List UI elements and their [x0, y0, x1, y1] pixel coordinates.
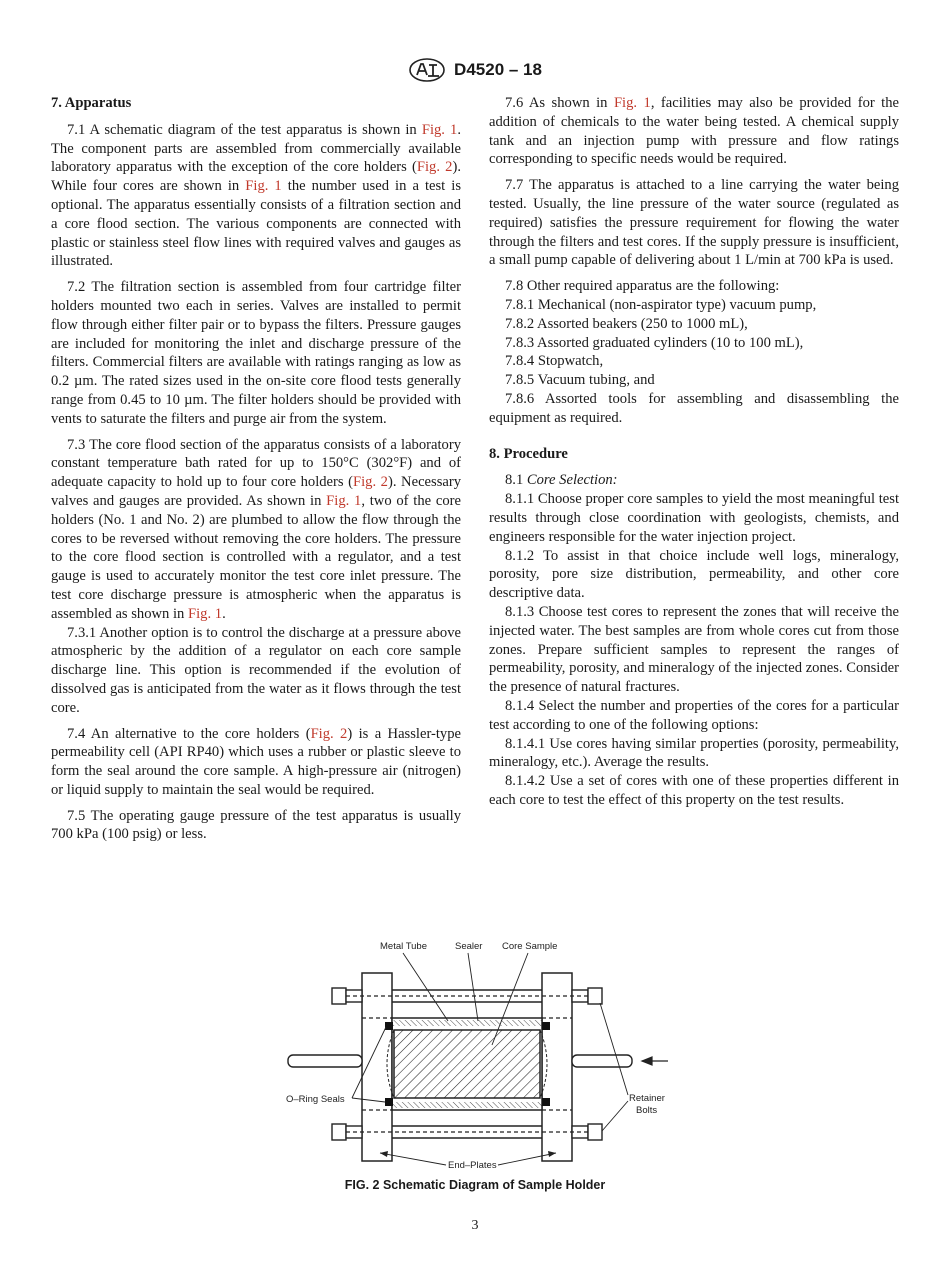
fig-1-link[interactable]: Fig. 1	[326, 492, 362, 509]
paragraph-7-8-5: 7.8.5 Vacuum tubing, and	[505, 372, 655, 389]
paragraph-7-8-6: 7.8.6 Assorted tools for assembling and disassembling the equipment as required.	[489, 390, 899, 426]
retainer-label: Retainer	[629, 1093, 665, 1104]
text: ) is a Hassler-type permeability cell (API RP40) which uses a rubber or plastic sleeve to form the seal around the core sample. A high-pressure air (nitrogen) or liquid supply to maintain the seal would be required.	[51, 725, 462, 798]
paragraph-7-8: 7.8 Other required apparatus are the following:	[505, 278, 780, 295]
paragraph-8-1-3: 8.1.3 Choose test cores to represent the zones that will receive the injected water. The best samples are from whole cores cut from those zones. Prepare sufficient samples to represent the ranges of permeability, porosity, and mineralogy of the injected zones. Consider the presence of natural fractures.	[489, 603, 899, 696]
page-header	[0, 58, 950, 82]
paragraph-7-3	[51, 436, 461, 624]
paragraph-8-1-4: 8.1.4 Select the number and properties of the cores for a particular test according to one of the following options:	[489, 697, 899, 733]
metal-tube-label: Metal Tube	[380, 941, 427, 952]
document-code: D4520 – 18	[454, 60, 542, 79]
paragraph-8-1	[489, 471, 899, 490]
paragraph-8-1-4-1: 8.1.4.1 Use cores having similar properties (porosity, permeability, mineralogy, etc.). Average the results.	[489, 735, 899, 771]
text: , two of the core holders (No. 1 and No. 2) are plumbed to allow the flow through the cores to be reversed without removing the core holders. The pressure to the core flood section is controlled with a regulator, and a test gauge is used to accurately monitor the test core inlet pressure. The test core discharge pressure is atmospheric when the apparatus is assembled as shown in	[51, 492, 461, 622]
text: 7.1 A schematic diagram of the test apparatus is shown in	[67, 121, 422, 138]
oring-seals-label: O–Ring Seals	[286, 1094, 345, 1105]
fig-1-link[interactable]: Fig. 1	[188, 605, 223, 622]
core-sample	[394, 1030, 540, 1098]
text: . The component parts are assembled from commercially available laboratory apparatus with the exception of the core holders (	[51, 121, 462, 176]
sealer-label: Sealer	[455, 941, 483, 952]
outlet-tube	[572, 1055, 632, 1067]
paragraph-8-1-1: 8.1.1 Choose proper core samples to yield the most meaningful test results through close coordination with geologists, chemists, and engineers responsible for the water injection project.	[489, 491, 899, 545]
paragraph-7-3-1: 7.3.1 Another option is to control the discharge at a pressure above atmospheric by the addition of a regulator on each core sample discharge line. This option is recommended if the evolution of dissolved gas is anticipated from the water as it flows through the test core.	[51, 624, 461, 716]
text: 7.3 The core flood section of the apparatus consists of a laboratory constant temperature bath rated for up to 150°C (302°F) and of adequate capacity to hold up to four core holders (	[51, 436, 461, 491]
text: , facilities may also be provided for the addition of chemicals to the water being tested. A chemical supply tank and an injection pump with pressure and flow ratings corresponding to specific needs would be required.	[489, 95, 900, 168]
paragraph-8-1-2: 8.1.2 To assist in that choice include well logs, mineralogy, porosity, pore size distribution, permeability, and other core descriptive data.	[489, 547, 899, 602]
core-selection-heading: Core Selection:	[526, 472, 618, 489]
text: .	[222, 605, 226, 622]
paragraph-7-8-3: 7.8.3 Assorted graduated cylinders (10 to 100 mL),	[505, 334, 804, 351]
core-sample-label: Core Sample	[502, 941, 558, 952]
paragraph-7-8-1: 7.8.1 Mechanical (non-aspirator type) vacuum pump,	[505, 296, 817, 313]
right-column	[489, 94, 899, 810]
inlet-tube	[288, 1055, 362, 1067]
section-8-title: 8. Procedure	[489, 445, 568, 462]
section-7-title: 7. Apparatus	[51, 95, 132, 111]
left-column	[51, 94, 461, 851]
fig-2-link[interactable]: Fig. 2	[416, 159, 453, 176]
flow-arrow-icon	[642, 1057, 668, 1065]
paragraph-7-8-4: 7.8.4 Stopwatch,	[505, 353, 604, 370]
fig-1-link[interactable]: Fig. 1	[245, 178, 282, 195]
paragraph-8-1-4-2: 8.1.4.2 Use a set of cores with one of these properties different in each core to test the effect of this property on the test results.	[489, 773, 899, 808]
paragraph-7-6	[489, 94, 899, 169]
page-number: 3	[471, 1218, 479, 1233]
paragraph-7-7: 7.7 The apparatus is attached to a line carrying the water being tested. Usually, the line pressure of the water source (regulated as required) satisfies the pressure requirement for flowing the water through the filters and test cores. If the supply pressure is insufficient, a small pump capable of delivering about 1 L/min at 700 kPa is used.	[489, 177, 899, 269]
sample-holder-diagram	[280, 935, 680, 1175]
sealer-top	[392, 1020, 542, 1026]
fig-1-link[interactable]: Fig. 1	[421, 121, 458, 138]
text: the number used in a test is optional. The apparatus essentially consists of a filtration section and a core flood section. The various components are connected with plastic or stainless steel flow lines with required valves and gauges as illustrated.	[51, 178, 461, 270]
text: ). Necessary valves and gauges are provided. As shown in	[51, 474, 462, 509]
fig-2-link[interactable]: Fig. 2	[310, 725, 348, 742]
paragraph-7-5: 7.5 The operating gauge pressure of the test apparatus is usually 700 kPa (100 psig) or less.	[51, 807, 461, 843]
text: ). While four cores are shown in	[51, 159, 461, 195]
astm-logo-icon	[408, 58, 446, 82]
text: 7.4 An alternative to the core holders (	[67, 725, 311, 742]
end-plates-label: End–Plates	[448, 1160, 497, 1171]
text: 8.1	[505, 472, 527, 489]
fig-1-link[interactable]: Fig. 1	[613, 95, 651, 111]
paragraph-7-1	[51, 121, 461, 271]
paragraph-7-4	[51, 725, 461, 800]
sealer-bottom	[392, 1102, 542, 1108]
paragraph-7-8-2: 7.8.2 Assorted beakers (250 to 1000 mL),	[505, 315, 748, 332]
paragraph-7-2: 7.2 The filtration section is assembled from four cartridge filter holders mounted two each in series. Valves are installed to permit flow through either filter pair or to bypass the filters. Pressure gauges are included for monitoring the inlet and discharge pressure of the filters. Commercial filters are available with ratings ranging as low as 0.2 µm. The rated sizes used in the on-site core flood tests generally range from 0.45 to 10 µm. The filter holders should be provided with vents to saturate the filters and purge air from the system.	[51, 279, 461, 427]
text: 7.6 As shown in	[505, 95, 614, 111]
fig-2-link[interactable]: Fig. 2	[353, 474, 388, 491]
figure-caption: FIG. 2 Schematic Diagram of Sample Holder	[344, 1178, 606, 1192]
bolts-label: Bolts	[636, 1105, 658, 1116]
